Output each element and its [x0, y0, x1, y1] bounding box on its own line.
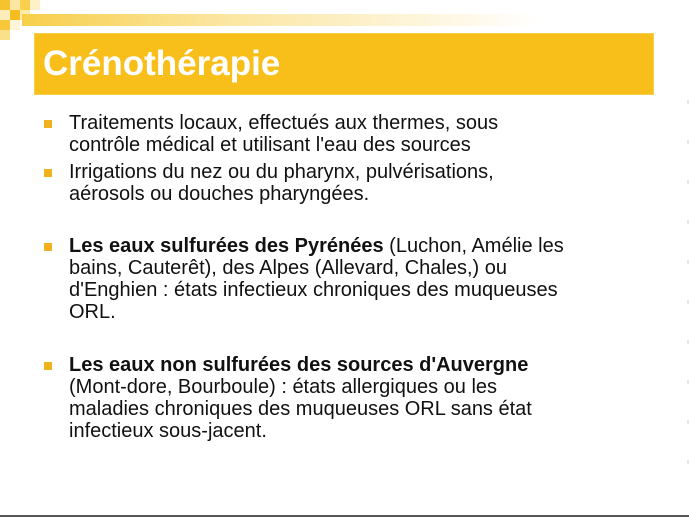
deco-square — [0, 10, 10, 20]
bullet-line: (Mont-dore, Bourboule) : états allergiques ou les — [69, 376, 498, 398]
bullet-bold-text: Les eaux sulfurées des Pyrénées — [69, 235, 384, 257]
header-gradient-bar — [22, 14, 542, 26]
deco-square — [30, 0, 40, 10]
bullet-item — [42, 354, 642, 442]
bullet-square-icon — [44, 243, 52, 251]
deco-square — [20, 0, 30, 10]
slide-title: Crénothérapie — [43, 44, 281, 83]
bullet-line — [69, 235, 642, 257]
bullet-line: bains, Cauterêt), des Alpes (Allevard, Chales,) ou — [69, 257, 507, 279]
bullet-line: maladies chroniques des muqueuses ORL sans état — [69, 398, 532, 420]
bullet-item — [42, 235, 642, 323]
bullet-line: contrôle médical et utilisant l'eau des sources — [69, 134, 471, 156]
deco-square — [0, 20, 10, 30]
bullet-text: (Luchon, Amélie les — [383, 235, 564, 257]
bullet-item — [42, 112, 642, 156]
bullet-square-icon — [44, 169, 52, 177]
deco-square — [10, 0, 20, 10]
bullet-line: aérosols ou douches pharyngées. — [69, 183, 370, 205]
bullet-square-icon — [44, 362, 52, 370]
bullet-line: d'Enghien : états infectieux chroniques des muqueuses — [69, 279, 558, 301]
bullet-line: Traitements locaux, effectués aux thermes, sous — [69, 112, 499, 134]
bullet-line: ORL. — [69, 301, 116, 323]
bullet-bold-text: Les eaux non sulfurées des sources d'Auvergne — [69, 354, 529, 376]
deco-square — [0, 0, 10, 10]
deco-square — [10, 10, 20, 20]
deco-square — [0, 30, 10, 40]
deco-square — [10, 20, 20, 30]
title-bar — [34, 33, 654, 95]
bullet-square-icon — [44, 120, 52, 128]
bullet-list — [42, 112, 642, 442]
bullet-line: infectieux sous-jacent. — [69, 420, 267, 442]
bullet-item — [42, 161, 642, 205]
bullet-line: Irrigations du nez ou du pharynx, pulvérisations, — [69, 161, 494, 183]
